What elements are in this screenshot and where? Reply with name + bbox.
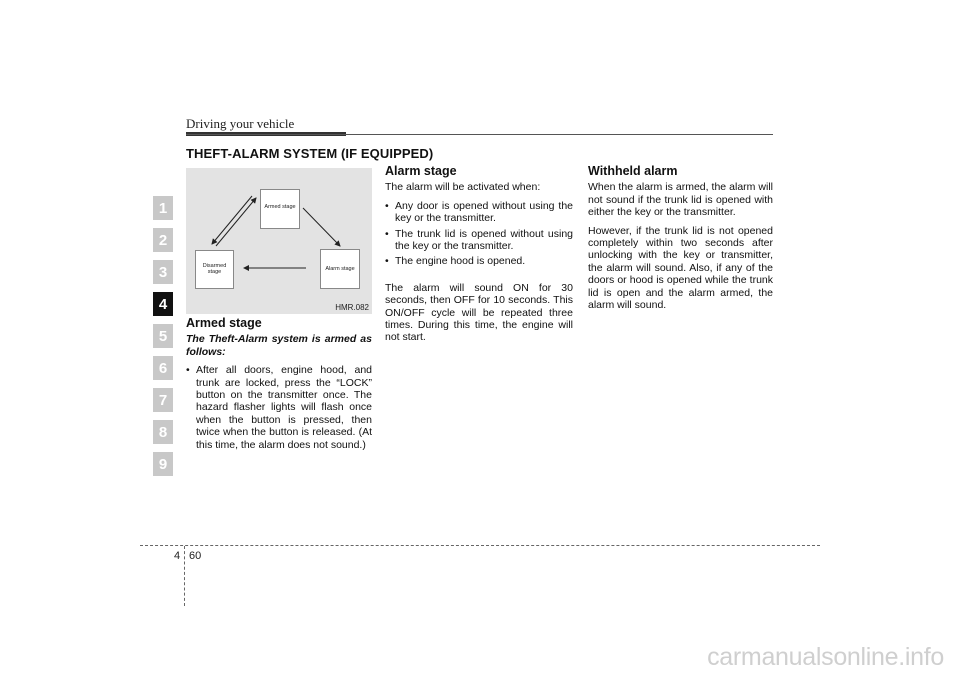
page-chapter-number: 4 (174, 550, 181, 562)
footer-vertical-rule (184, 546, 185, 606)
alarm-stage-body: The alarm will sound ON for 30 seconds, then OFF for 10 seconds. This ON/OFF cycle will be repeated three times. During this time, the engine will not start. (385, 281, 573, 344)
list-item: • The engine hood is opened. (385, 255, 573, 267)
armed-stage-list (186, 364, 372, 451)
list-item: • Any door is opened without using the key or the transmitter. (385, 200, 573, 225)
header-rule (186, 134, 773, 135)
chapter-tab-8[interactable]: 8 (153, 420, 173, 444)
chapter-tab-5[interactable]: 5 (153, 324, 173, 348)
withheld-alarm-heading: Withheld alarm (588, 164, 678, 178)
chapter-tabs (153, 196, 173, 484)
footer-rule (140, 545, 820, 546)
chapter-tab-6[interactable]: 6 (153, 356, 173, 380)
chapter-tab-3[interactable]: 3 (153, 260, 173, 284)
armed-stage-box: Armed stage (260, 189, 300, 229)
watermark: carmanualsonline.info (707, 643, 944, 671)
list-item: • After all doors, engine hood, and trunk are locked, press the “LOCK” button on the transmitter once. The hazard flasher lights will flash once when the button is pressed, then twice when the button is released. (At this time, the alarm does not sound.) (186, 364, 372, 451)
disarmed-stage-box: Disarmed stage (195, 250, 234, 289)
arrow-armed-to-disarmed (212, 196, 252, 244)
alarm-stage-diagram (186, 168, 372, 314)
withheld-alarm-p1: When the alarm is armed, the alarm will not sound if the trunk lid is opened with either the key or the transmitter. (588, 181, 773, 219)
column-alarm-stage (385, 165, 573, 350)
armed-stage-heading: Armed stage (186, 316, 262, 330)
armed-stage-intro: The Theft-Alarm system is armed as follows: (186, 333, 372, 358)
column-armed-stage (186, 317, 372, 457)
chapter-tab-9[interactable]: 9 (153, 452, 173, 476)
arrow-disarmed-to-armed (216, 198, 256, 246)
chapter-tab-1[interactable]: 1 (153, 196, 173, 220)
list-item: • The trunk lid is opened without using the key or the transmitter. (385, 228, 573, 253)
column-withheld-alarm (588, 165, 773, 317)
page-number: 60 (189, 550, 202, 562)
chapter-tab-7[interactable]: 7 (153, 388, 173, 412)
header-title: Driving your vehicle (186, 116, 295, 131)
arrow-armed-to-alarm (303, 208, 340, 246)
chapter-tab-4[interactable]: 4 (153, 292, 173, 316)
alarm-stage-heading: Alarm stage (385, 164, 457, 178)
alarm-stage-list (385, 200, 573, 268)
alarm-stage-box: Alarm stage (320, 249, 360, 289)
section-title: THEFT-ALARM SYSTEM (IF EQUIPPED) (186, 146, 434, 161)
alarm-stage-intro: The alarm will be activated when: (385, 181, 541, 194)
withheld-alarm-p2: However, if the trunk lid is not opened completely within two seconds after unlocking with the key or transmitter, the alarm will sound. Also, if any of the doors or hood is opened while the trunk lid is open and the alarm armed, the alarm will sound. (588, 224, 773, 312)
figure-code: HMR.082 (335, 303, 369, 312)
chapter-tab-2[interactable]: 2 (153, 228, 173, 252)
